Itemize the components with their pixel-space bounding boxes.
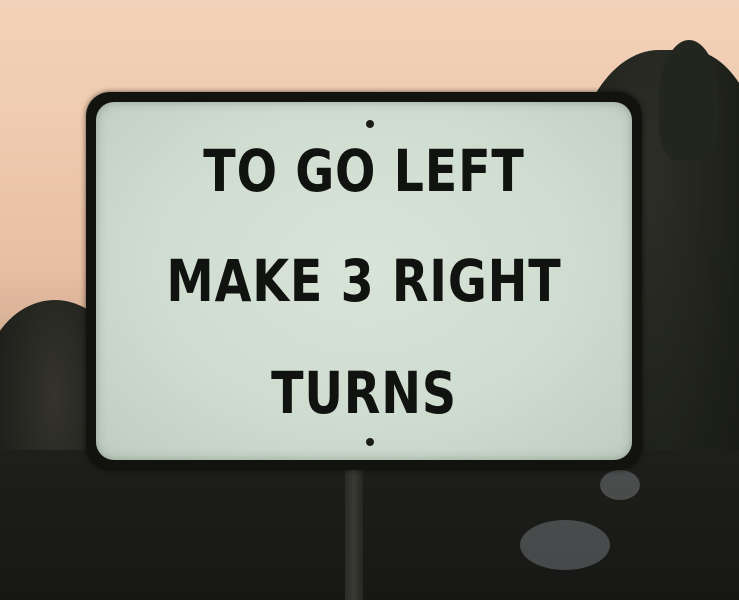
tree-top-right	[659, 40, 719, 160]
sign-line-3: TURNS	[271, 359, 457, 427]
sign-line-1: TO GO LEFT	[203, 137, 525, 205]
mounting-bolt-bottom	[366, 438, 374, 446]
mounting-bolt-top	[366, 120, 374, 128]
road-sign	[86, 92, 642, 470]
sign-line-2: MAKE 3 RIGHT	[166, 247, 562, 315]
sign-post	[345, 450, 363, 600]
sky-through-leaves	[520, 520, 610, 570]
sign-face	[96, 102, 632, 460]
sky-through-leaves	[600, 470, 640, 500]
